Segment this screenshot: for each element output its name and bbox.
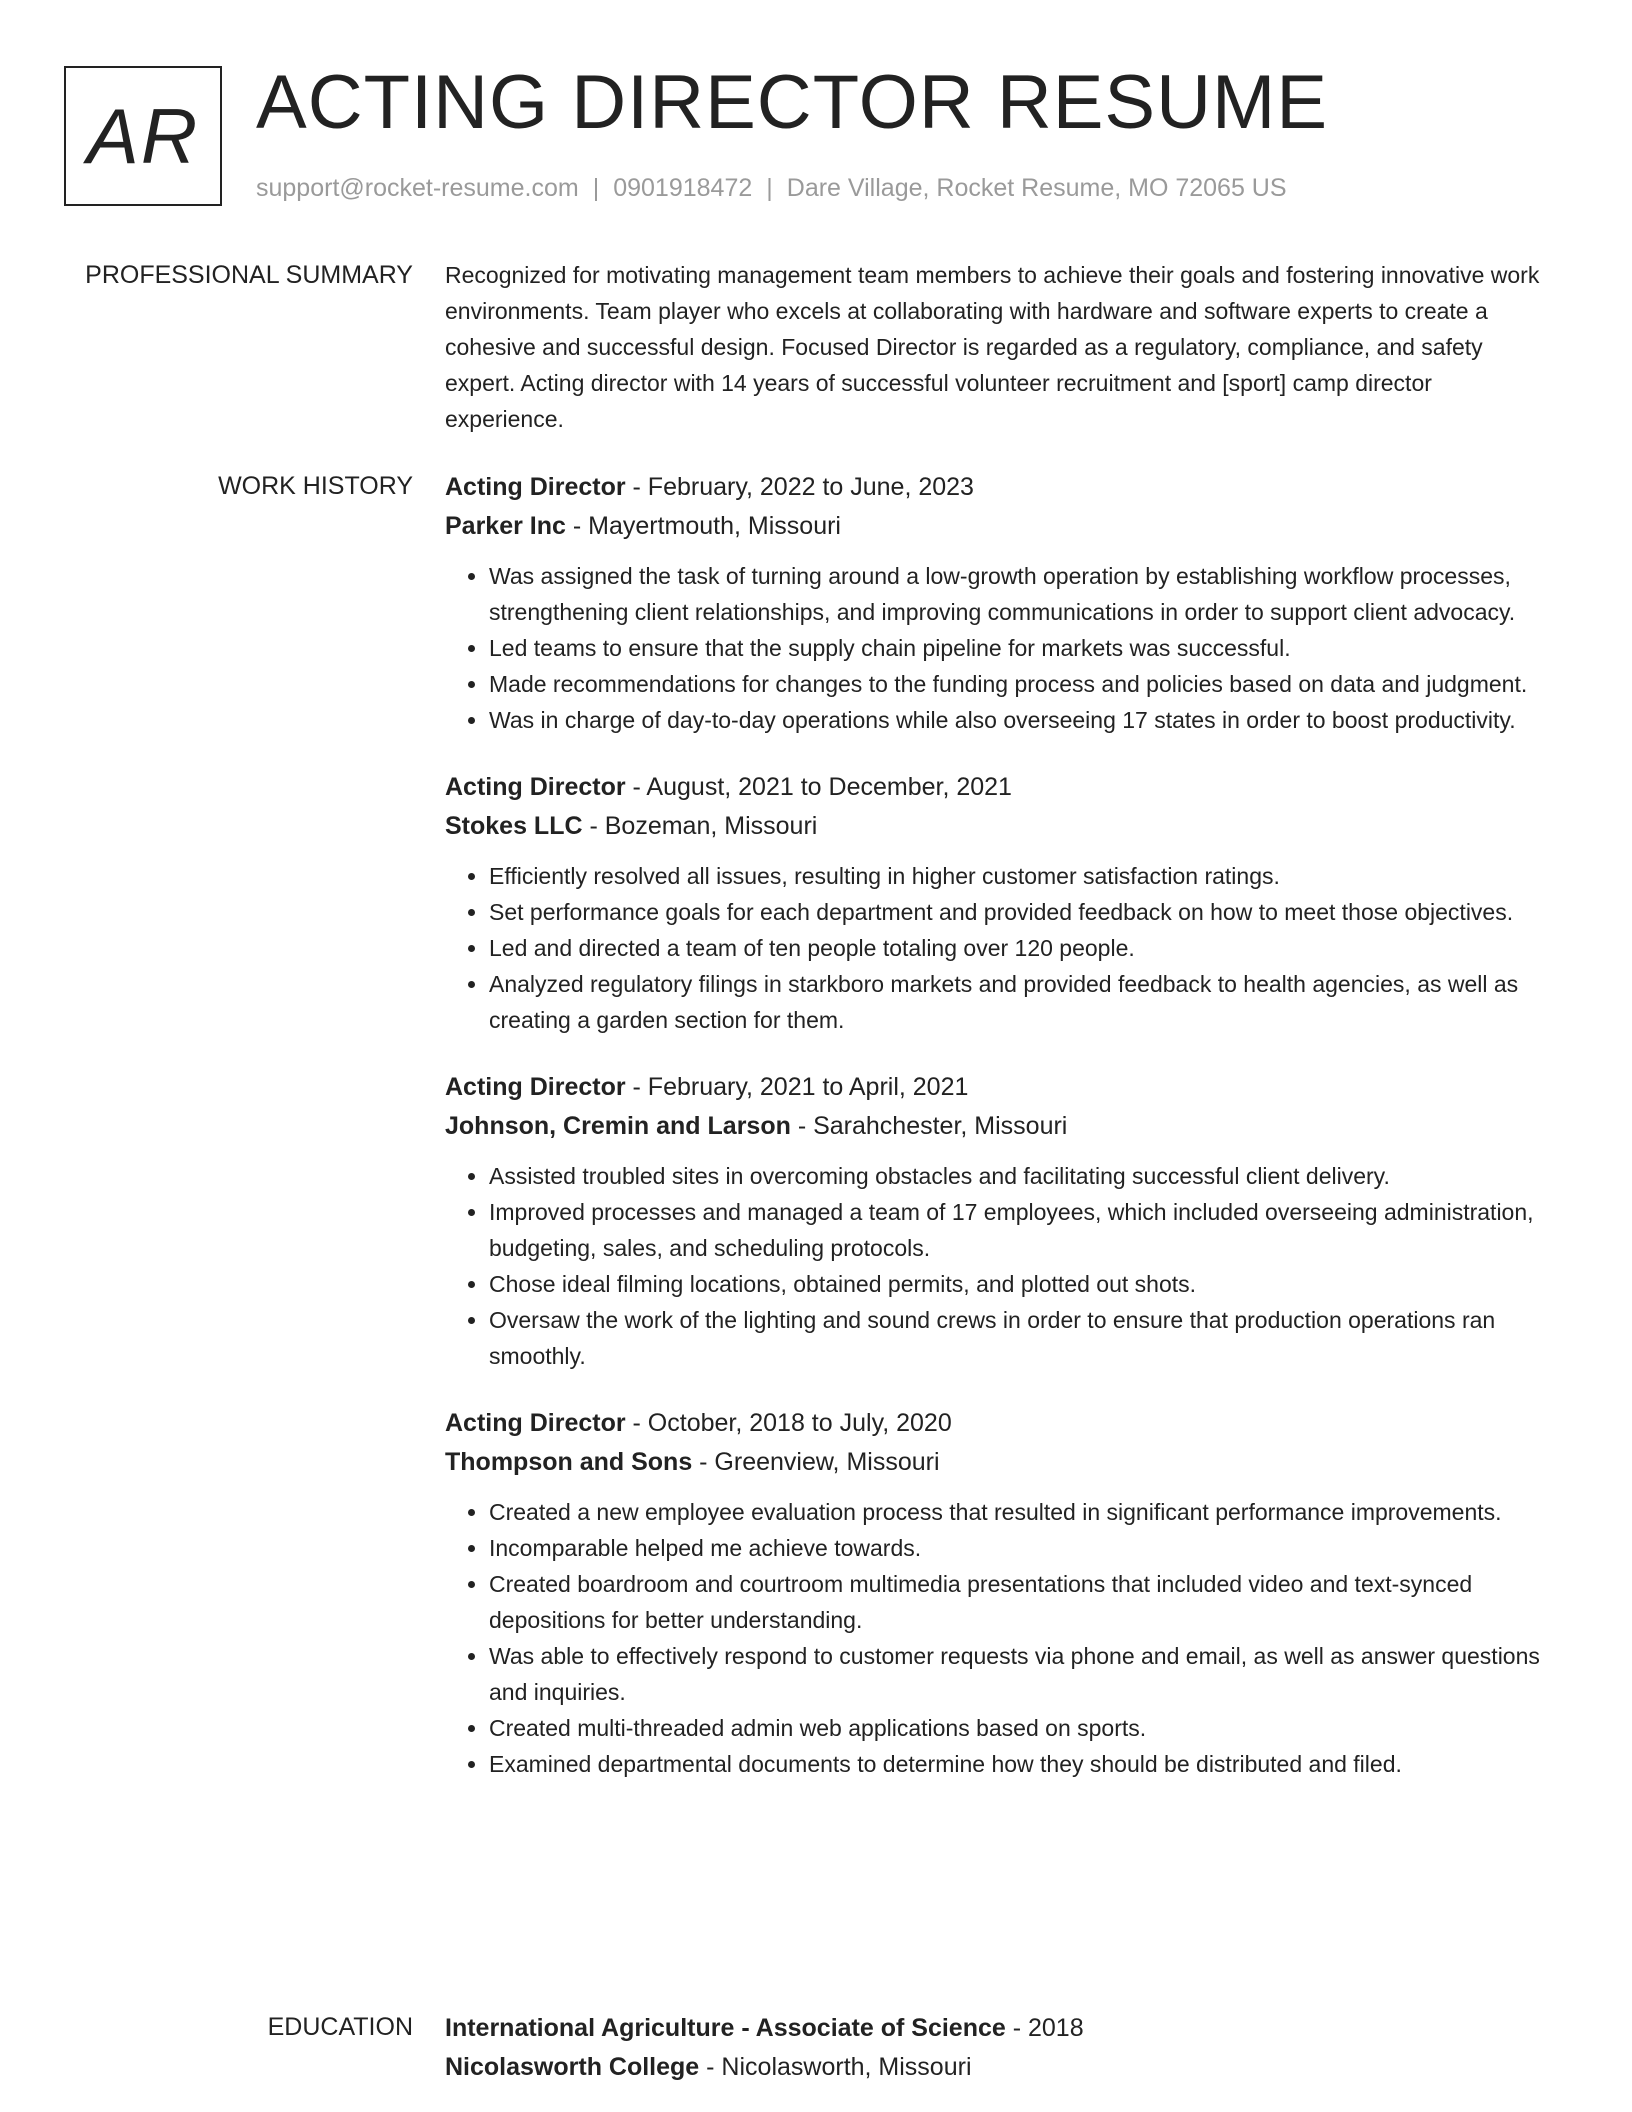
section-label-education: EDUCATION — [267, 2013, 413, 2041]
job-bullet-list — [445, 858, 1555, 1038]
job-bullet: • Set performance goals for each department and provided feedback on how to meet those objectives. — [489, 894, 1555, 930]
education-school-line — [445, 2048, 1555, 2087]
job-bullet: • Incomparable helped me achieve towards. — [489, 1530, 1555, 1566]
job-bullet: • Assisted troubled sites in overcoming obstacles and facilitating successful client delivery. — [489, 1158, 1555, 1194]
job-bullet: • Created a new employee evaluation process that resulted in significant performance improvements. — [489, 1494, 1555, 1530]
job-bullet: • Chose ideal filming locations, obtained permits, and plotted out shots. — [489, 1266, 1555, 1302]
job-dates: - February, 2022 to June, 2023 — [625, 473, 974, 501]
job-bullet: • Created boardroom and courtroom multimedia presentations that included video and text-synced depositions for better understanding. — [489, 1566, 1555, 1638]
job-location: - Greenview, Missouri — [692, 1448, 940, 1476]
job-title: Acting Director — [445, 473, 626, 501]
job-bullet: • Analyzed regulatory filings in starkboro markets and provided feedback to health agencies, as well as creating a garden section for them. — [489, 966, 1555, 1038]
job-bullet: • Was in charge of day-to-day operations while also overseeing 17 states in order to boost productivity. — [489, 702, 1555, 738]
job-bullet-list — [445, 1158, 1555, 1374]
section-label-summary: PROFESSIONAL SUMMARY — [85, 261, 413, 289]
job-company: Stokes LLC — [445, 812, 583, 840]
education-degree-line — [445, 2009, 1555, 2048]
job-bullet: • Led and directed a team of ten people totaling over 120 people. — [489, 930, 1555, 966]
job-location: - Mayertmouth, Missouri — [565, 512, 841, 540]
job-bullet: • Led teams to ensure that the supply chain pipeline for markets was successful. — [489, 630, 1555, 666]
job-dates: - February, 2021 to April, 2021 — [625, 1073, 969, 1101]
contact-separator: | — [766, 174, 773, 202]
job-bullet-list — [445, 1494, 1555, 1782]
job-dates: - August, 2021 to December, 2021 — [625, 773, 1012, 801]
education-school: Nicolasworth College — [445, 2053, 700, 2081]
job-bullet: • Was able to effectively respond to customer requests via phone and email, as well as answer questions and inquiries. — [489, 1638, 1555, 1710]
job-company: Johnson, Cremin and Larson — [445, 1112, 791, 1140]
job-title-line — [445, 1404, 1555, 1443]
job-company-line — [445, 1443, 1555, 1482]
summary-body — [445, 257, 1555, 437]
job-location: - Bozeman, Missouri — [582, 812, 818, 840]
job-bullet: • Made recommendations for changes to the funding process and policies based on data and judgment. — [489, 666, 1555, 702]
education-body — [445, 2009, 1555, 2087]
job-entry — [445, 768, 1555, 1038]
section-label-work-history: WORK HISTORY — [218, 472, 413, 500]
job-entry — [445, 1068, 1555, 1374]
job-location: - Sarahchester, Missouri — [790, 1112, 1068, 1140]
summary-text: Recognized for motivating management team members to achieve their goals and fostering innovative work environments. Team player who excels at collaborating with hardware and software experts to create a cohesive and successful design. Focused Director is regarded as a regulatory, compliance, and safety expert. Acting director with 14 years of successful volunteer recruitment and [sport] camp director experience. — [445, 262, 1540, 432]
job-company-line — [445, 507, 1555, 546]
job-bullet: • Improved processes and managed a team of 17 employees, which included overseeing administration, budgeting, sales, and scheduling protocols. — [489, 1194, 1555, 1266]
job-bullet: • Efficiently resolved all issues, resulting in higher customer satisfaction ratings. — [489, 858, 1555, 894]
job-title: Acting Director — [445, 773, 626, 801]
job-title: Acting Director — [445, 1073, 626, 1101]
contact-line — [256, 174, 1287, 203]
job-bullet: • Created multi-threaded admin web applications based on sports. — [489, 1710, 1555, 1746]
education-year: - 2018 — [1005, 2014, 1084, 2042]
job-company-line — [445, 1107, 1555, 1146]
work-history-body — [445, 468, 1555, 1812]
job-title: Acting Director — [445, 1409, 626, 1437]
job-company: Parker Inc — [445, 512, 566, 540]
job-company: Thompson and Sons — [445, 1448, 693, 1476]
job-entry — [445, 1404, 1555, 1782]
resume-title: ACTING DIRECTOR RESUME — [256, 60, 1329, 145]
job-entry — [445, 468, 1555, 738]
job-title-line — [445, 468, 1555, 507]
education-location: - Nicolasworth, Missouri — [699, 2053, 972, 2081]
job-dates: - October, 2018 to July, 2020 — [625, 1409, 952, 1437]
contact-address: Dare Village, Rocket Resume, MO 72065 US — [786, 174, 1287, 202]
job-company-line — [445, 807, 1555, 846]
contact-phone[interactable]: 0901918472 — [613, 174, 753, 202]
monogram-logo — [64, 66, 222, 206]
job-title-line — [445, 768, 1555, 807]
contact-separator: | — [592, 174, 600, 202]
contact-email[interactable]: support@rocket-resume.com — [256, 174, 579, 202]
job-bullet-list — [445, 558, 1555, 738]
education-degree: International Agriculture - Associate of Science — [445, 2014, 1006, 2042]
job-bullet: • Examined departmental documents to determine how they should be distributed and filed. — [489, 1746, 1555, 1782]
monogram-initials: AR — [86, 91, 200, 180]
job-bullet: • Was assigned the task of turning around a low-growth operation by establishing workflow processes, strengthening client relationships, and improving communications in order to support client advocacy. — [489, 558, 1555, 630]
job-bullet: • Oversaw the work of the lighting and sound crews in order to ensure that production operations ran smoothly. — [489, 1302, 1555, 1374]
job-title-line — [445, 1068, 1555, 1107]
